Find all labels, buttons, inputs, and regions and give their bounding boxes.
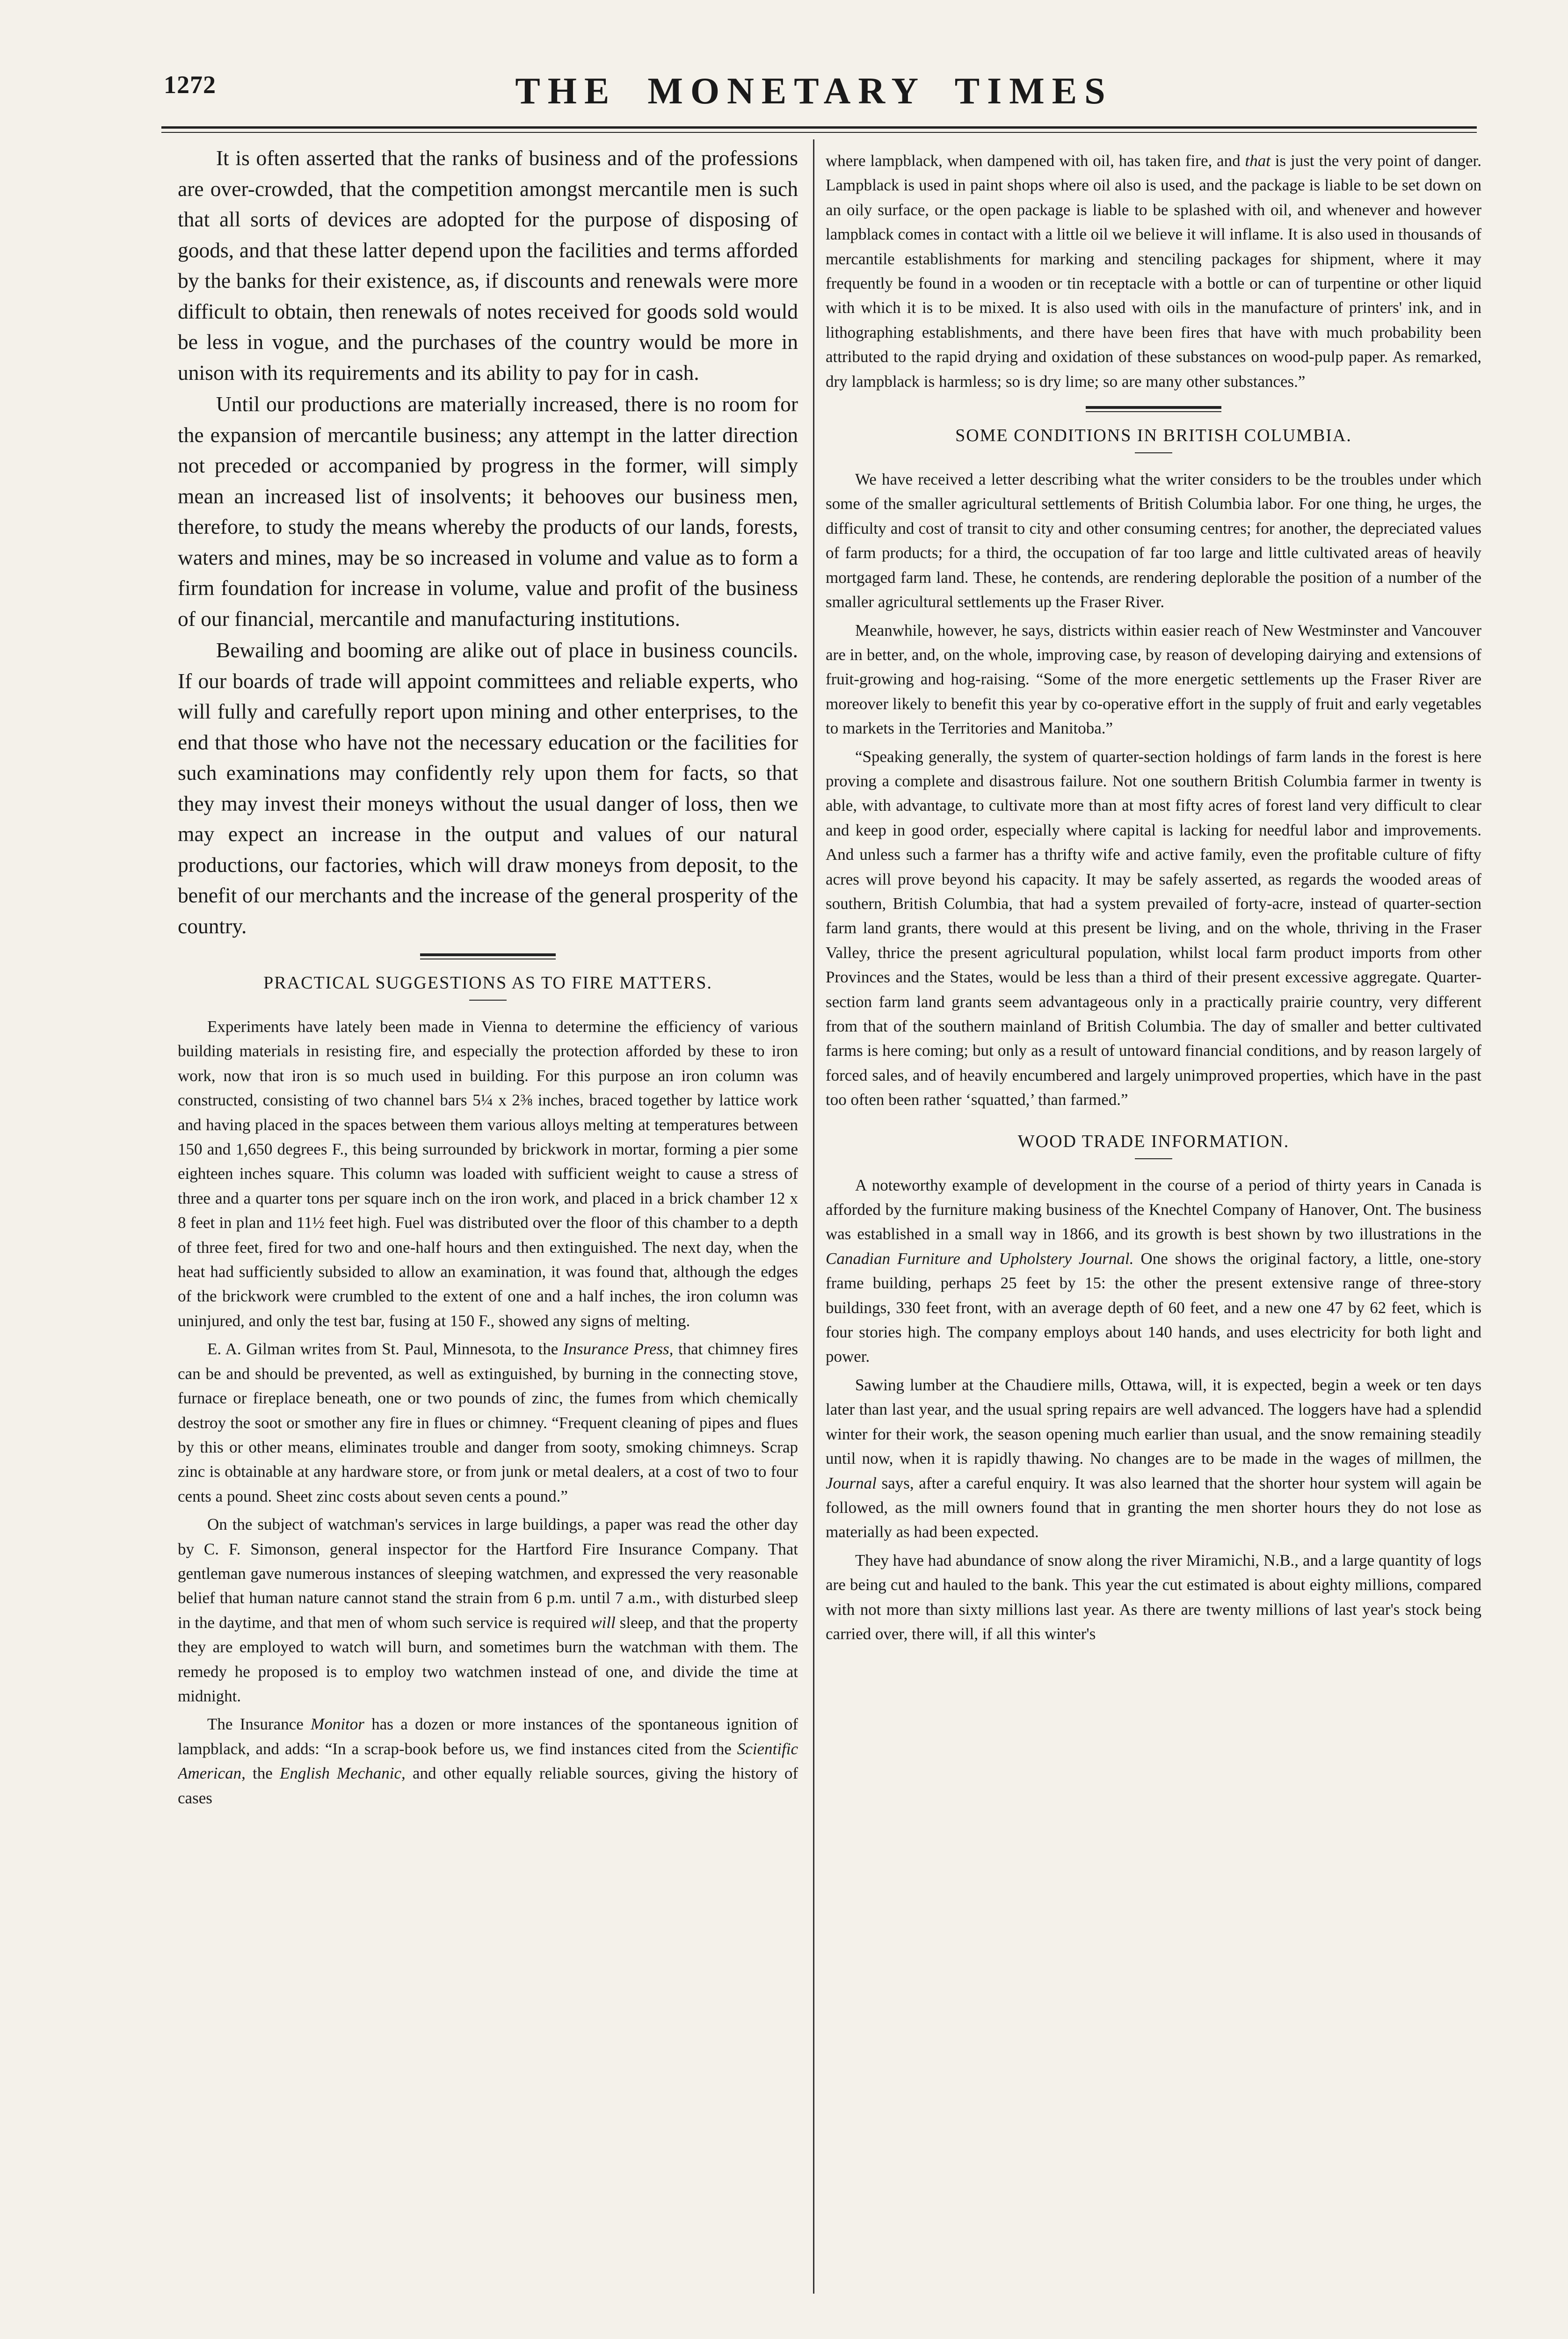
article-paragraph: The Insurance Monitor has a dozen or more instances of the spontaneous ignition of lampblack, and adds: “In a scrap-book before us, we find instances cited from the Scientific American, the English Mechanic, and other equally reliable sources, giving the history of cases <box>178 1715 798 1807</box>
article-paragraph: Sawing lumber at the Chaudiere mills, Ottawa, will, it is expected, begin a week or ten days later than last year, and the usual spring repairs are well advanced. The loggers have had a splendid winter for their work, the season opening much earlier than usual, and the snow remaining steadily until now, when it is rapidly thawing. No changes are to be made in the wages of millmen, the Journal says, after a careful enquiry. It was also learned that the shorter hour system will again be followed, as the mill owners found that in granting the men shorter hours they do not lose as materially as had been expected. <box>826 1375 1481 1541</box>
fire-section-heading: PRACTICAL SUGGESTIONS AS TO FIRE MATTERS. <box>263 973 712 993</box>
section-separator <box>420 953 556 959</box>
editorial-paragraph: It is often asserted that the ranks of business and of the professions are over-crowded, that the competition amongst mercantile men is such that all sorts of devices are adopted for the purpose of disposing of goods, and that these latter depend upon the facilities and terms afforded by the banks for their existence, as, if discounts and renewals were more difficult to obtain, then renewals of notes received for goods sold would be less in vogue, and the purchases of the country would be more in unison with its requirements and its ability to pay for in cash. <box>178 146 798 385</box>
article-paragraph: E. A. Gilman writes from St. Paul, Minnesota, to the Insurance Press, that chimney fires can be and should be prevented, as well as extinguished, by burning in the connecting stove, furnace or fireplace beneath, one or two pounds of zinc, the fumes from which chemically destroy the soot or smother any fire in flues or chimney. “Frequent cleaning of pipes and flues by this or other means, eliminates trouble and danger from sooty, smoking chimneys. Scrap zinc is obtainable at any hardware store, or from junk or metal dealers, at a cost of two to four cents a pound. Sheet zinc costs about seven cents a pound.” <box>178 1340 798 1505</box>
header-rule-thick <box>161 126 1477 129</box>
column-divider <box>813 139 814 2294</box>
article-paragraph: Experiments have lately been made in Vienna to determine the efficiency of various building materials in resisting fire, and especially the protection afforded by these to iron work, now that iron is so much used in building. For this purpose an iron column was constructed, consisting of two channel bars 5¼ x 2⅜ inches, braced together by lattice work and having placed in the spaces between them various alloys melting at temperatures between 150 and 1,650 degrees F., this being surrounded by brickwork in mortar, forming a pier some eighteen inches square. This column was loaded with sufficient weight to cause a stress of three and a quarter tons per square inch on the iron work, and placed in a brick chamber 12 x 8 feet in plan and 11½ feet high. Fuel was distributed over the floor of this chamber to a depth of three feet, fired for two and one-half hours and then extinguished. The next day, when the heat had sufficiently subsided to allow an examination, it was found that, although the edges of the brickwork were crumbled to the extent of one and a half inches, the iron column was uninjured, and only the test bar, fusing at 150 F., showed any signs of melting. <box>178 1017 798 1330</box>
wood-section-heading: WOOD TRADE INFORMATION. <box>1017 1131 1290 1151</box>
article-paragraph: They have had abundance of snow along the river Miramichi, N.B., and a large quantity of logs are being cut and hauled to the bank. This year the cut estimated is about eighty millions, compared with not more than sixty millions last year. As there are twenty millions of last year's stock being carried over, there will, if all this winter's <box>826 1551 1481 1643</box>
heading-underline <box>1135 1158 1172 1159</box>
fire-section-body <box>178 1015 798 1810</box>
heading-underline <box>469 1000 507 1001</box>
article-paragraph: A noteworthy example of development in the course of a period of thirty years in Canada is afforded by the furniture making business of the Knechtel Company of Hanover, Ont. The business was established in a small way in 1866, and its growth is best shown by two illustrations in the Canadian Furniture and Upholstery Journal. One shows the original factory, a little, one-story frame building, perhaps 25 feet by 15: the other the present extensive range of three-story buildings, 330 feet front, with an average depth of 60 feet, and a new one 47 by 62 feet, which is four stories high. The company employs about 140 hands, and uses electricity for both light and power. <box>826 1176 1481 1366</box>
article-paragraph: On the subject of watchman's services in large buildings, a paper was read the other day by C. F. Simonson, general inspector for the Hartford Fire Insurance Company. That gentleman gave numerous instances of sleeping watchmen, and expressed the very reasonable belief that human nature cannot stand the strain from 6 p.m. until 7 a.m., with disturbed sleep in the daytime, and that men of whom such service is required will sleep, and that the property they are employed to watch will burn, and sometimes burn the watchman with them. The remedy he proposed is to employ two watchmen instead of one, and divide the time at midnight. <box>178 1515 798 1705</box>
header-rule-thin <box>161 132 1477 133</box>
masthead-title: THE MONETARY TIMES <box>515 71 1113 112</box>
lampblack-continuation <box>826 149 1481 394</box>
article-paragraph: “Speaking generally, the system of quarter-section holdings of farm lands in the forest is here proving a complete and disastrous failure. Not one southern British Columbia farmer in twenty is able, with advantage, to cultivate more than at most fifty acres of forest land very difficult to clear and keep in good order, especially where capital is lacking for needful labor and improvements. And unless such a farmer has a thrifty wife and active family, even the profitable culture of fifty acres will prove beyond his capacity. It may be safely asserted, as regards the wooded areas of southern, British Columbia, that had a system prevailed of forty-acre, instead of quarter-section farm land grants, there would at this present be living, and on the whole, thriving in the Fraser Valley, thrice the present agricultural population, whilst local farm product imports from other Provinces and the States, would be less than a third of their present excessive aggregate. Quarter-section farm land grants seem advantageous only in a practically prairie country, very different from that of the southern mainland of British Columbia. The day of smaller and better cultivated farms is here coming; but only as a result of untoward financial conditions, and by reason largely of forced sales, and of heavily encumbered and largely unimproved properties, which have in the past too often been rather ‘squatted,’ than farmed.” <box>826 747 1481 1109</box>
editorial-paragraph: Until our productions are materially increased, there is no room for the expansion of mercantile business; any attempt in the latter direction not preceded or accompanied by progress in the former, will simply mean an increased list of insolvents; it behooves our business men, therefore, to study the means whereby the products of our lands, forests, waters and mines, may be so increased in volume and value as to form a firm foundation for increase in volume, value and profit of the business of our financial, mercantile and manufacturing institutions. <box>178 392 798 631</box>
article-paragraph: We have received a letter describing what the writer considers to be the troubles under which some of the smaller agricultural settlements of British Columbia labor. For one thing, he urges, the difficulty and cost of transit to city and other consuming centres; for another, the depreciated values of farm products; for a third, the occupation of far too large and little cultivated areas of heavily mortgaged farm land. These, he contends, are rendering deplorable the position of a number of the smaller agricultural settlements up the Fraser River. <box>826 470 1481 611</box>
editorial-section <box>178 143 798 941</box>
right-column <box>826 149 1481 1646</box>
page-number: 1272 <box>164 71 216 99</box>
bc-section-body <box>826 467 1481 1112</box>
left-column <box>178 143 798 1810</box>
heading-underline <box>1135 452 1172 453</box>
article-paragraph: Meanwhile, however, he says, districts within easier reach of New Westminster and Vancouver are in better, and, on the whole, improving case, by reason of developing dairying and extensions of fruit-growing and hog-raising. “Some of the more energetic settlements up the Fraser River are moreover likely to benefit this year by co-operative effort in the supply of fruit and early vegetables to markets in the Territories and Manitoba.” <box>826 621 1481 738</box>
editorial-paragraph: Bewailing and booming are alike out of place in business councils. If our boards of trade will appoint committees and reliable experts, who will fully and carefully report upon mining and other enterprises, to the end that those who have not the necessary education or the facilities for such examinations may confidently rely upon them for facts, so that they may invest their moneys without the usual danger of loss, then we may expect an increase in the output and values of our natural productions, our factories, which will draw moneys from deposit, to the benefit of our merchants and the increase of the general prosperity of the country. <box>178 638 798 938</box>
wood-section-body <box>826 1173 1481 1647</box>
section-separator <box>1086 406 1221 412</box>
bc-section-heading: SOME CONDITIONS IN BRITISH COLUMBIA. <box>955 426 1352 446</box>
article-paragraph: where lampblack, when dampened with oil, has taken fire, and that is just the very point of danger. Lampblack is used in paint shops where oil also is used, and the package is liable to be set down on an oily surface, or the open package is liable to be splashed with oil, and whenever and however lampblack comes in contact with a little oil we believe it will inflame. It is also used in thousands of mercantile establishments for marking and stenciling packages for shipment, where it may frequently be found in a wooden or tin receptacle with a bottle or can of turpentine or other liquid with which it is to be mixed. It is also used with oils in the manufacture of printers' ink, and in lithographing establishments, and there have been fires that have with much probability been attributed to the rapid drying and oxidation of these substances on wood-pulp paper. As remarked, dry lampblack is harmless; so is dry lime; so are many other substances.” <box>826 152 1481 391</box>
